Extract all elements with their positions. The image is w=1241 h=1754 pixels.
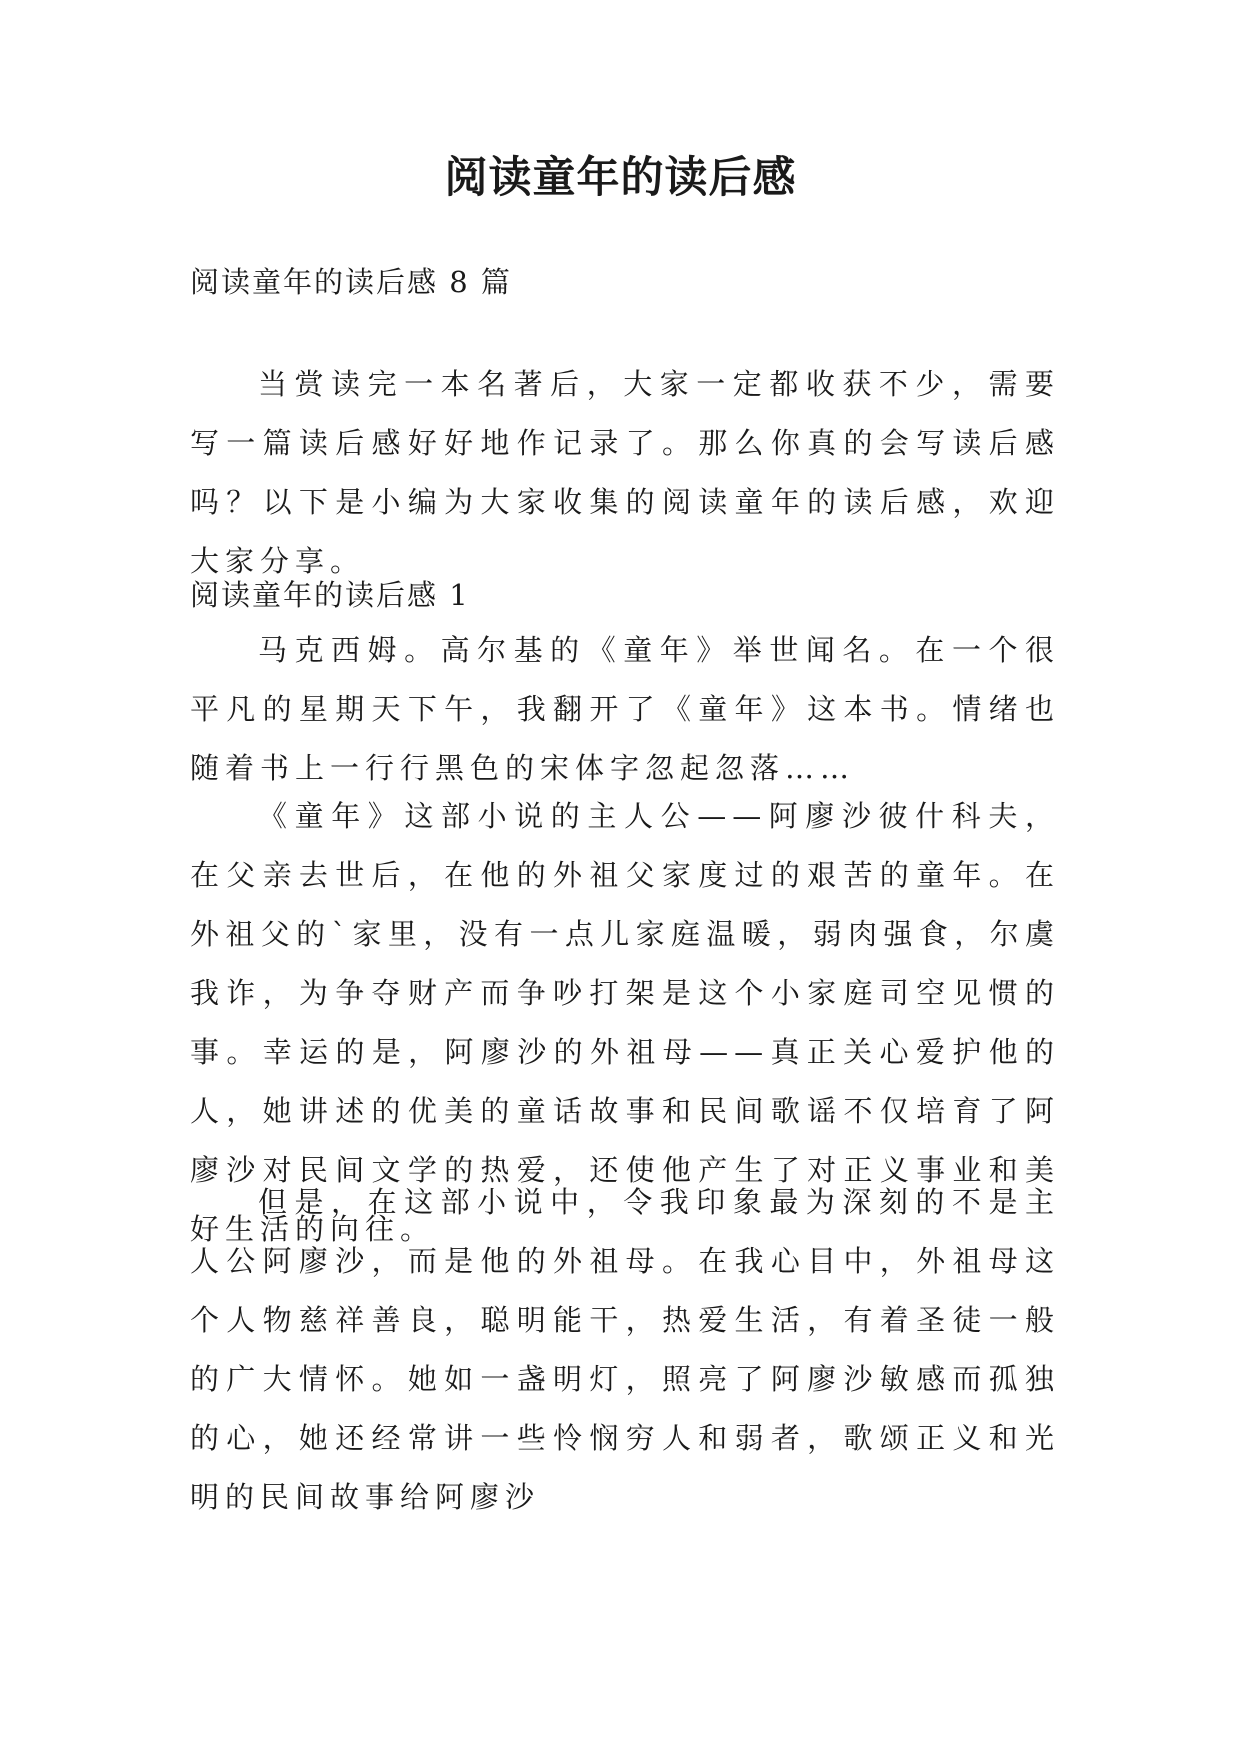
intro-paragraph: 当赏读完一本名著后，大家一定都收获不少，需要写一篇读后感好好地作记录了。那么你真的会写读后感吗？以下是小编为大家收集的阅读童年的读后感，欢迎大家分享。 xyxy=(190,367,1060,578)
body-paragraph: 马克西姆。高尔基的《童年》举世闻名。在一个很平凡的星期天下午，我翻开了《童年》这本书。情绪也随着书上一行行黑色的宋体字忽起忽落…… xyxy=(190,633,1060,785)
body-paragraph: 但是，在这部小说中，令我印象最为深刻的不是主人公阿廖沙，而是他的外祖母。在我心目中，外祖母这个人物慈祥善良，聪明能干，热爱生活，有着圣徒一般的广大情怀。她如一盏明灯，照亮了阿廖沙敏感而孤独的心，她还经常讲一些怜悯穷人和弱者，歌颂正义和光明的民间故事给阿廖沙 xyxy=(190,1185,1060,1514)
document-title: 阅读童年的读后感 xyxy=(444,153,797,203)
body-paragraph: 《童年》这部小说的主人公——阿廖沙彼什科夫，在父亲去世后，在他的外祖父家度过的艰苦的童年。在外祖父的`家里，没有一点儿家庭温暖，弱肉强食，尔虞我诈，为争夺财产而争吵打架是这个小家庭司空见惯的事。幸运的是，阿廖沙的外祖母——真正关心爱护他的人，她讲述的优美的童话故事和民间歌谣不仅培育了阿廖沙对民间文学的热爱，还使他产生了对正义事业和美好生活的向往。 xyxy=(190,799,1060,1246)
document-subtitle: 阅读童年的读后感 8 篇 xyxy=(190,265,512,299)
section-heading-1: 阅读童年的读后感 1 xyxy=(190,578,470,612)
